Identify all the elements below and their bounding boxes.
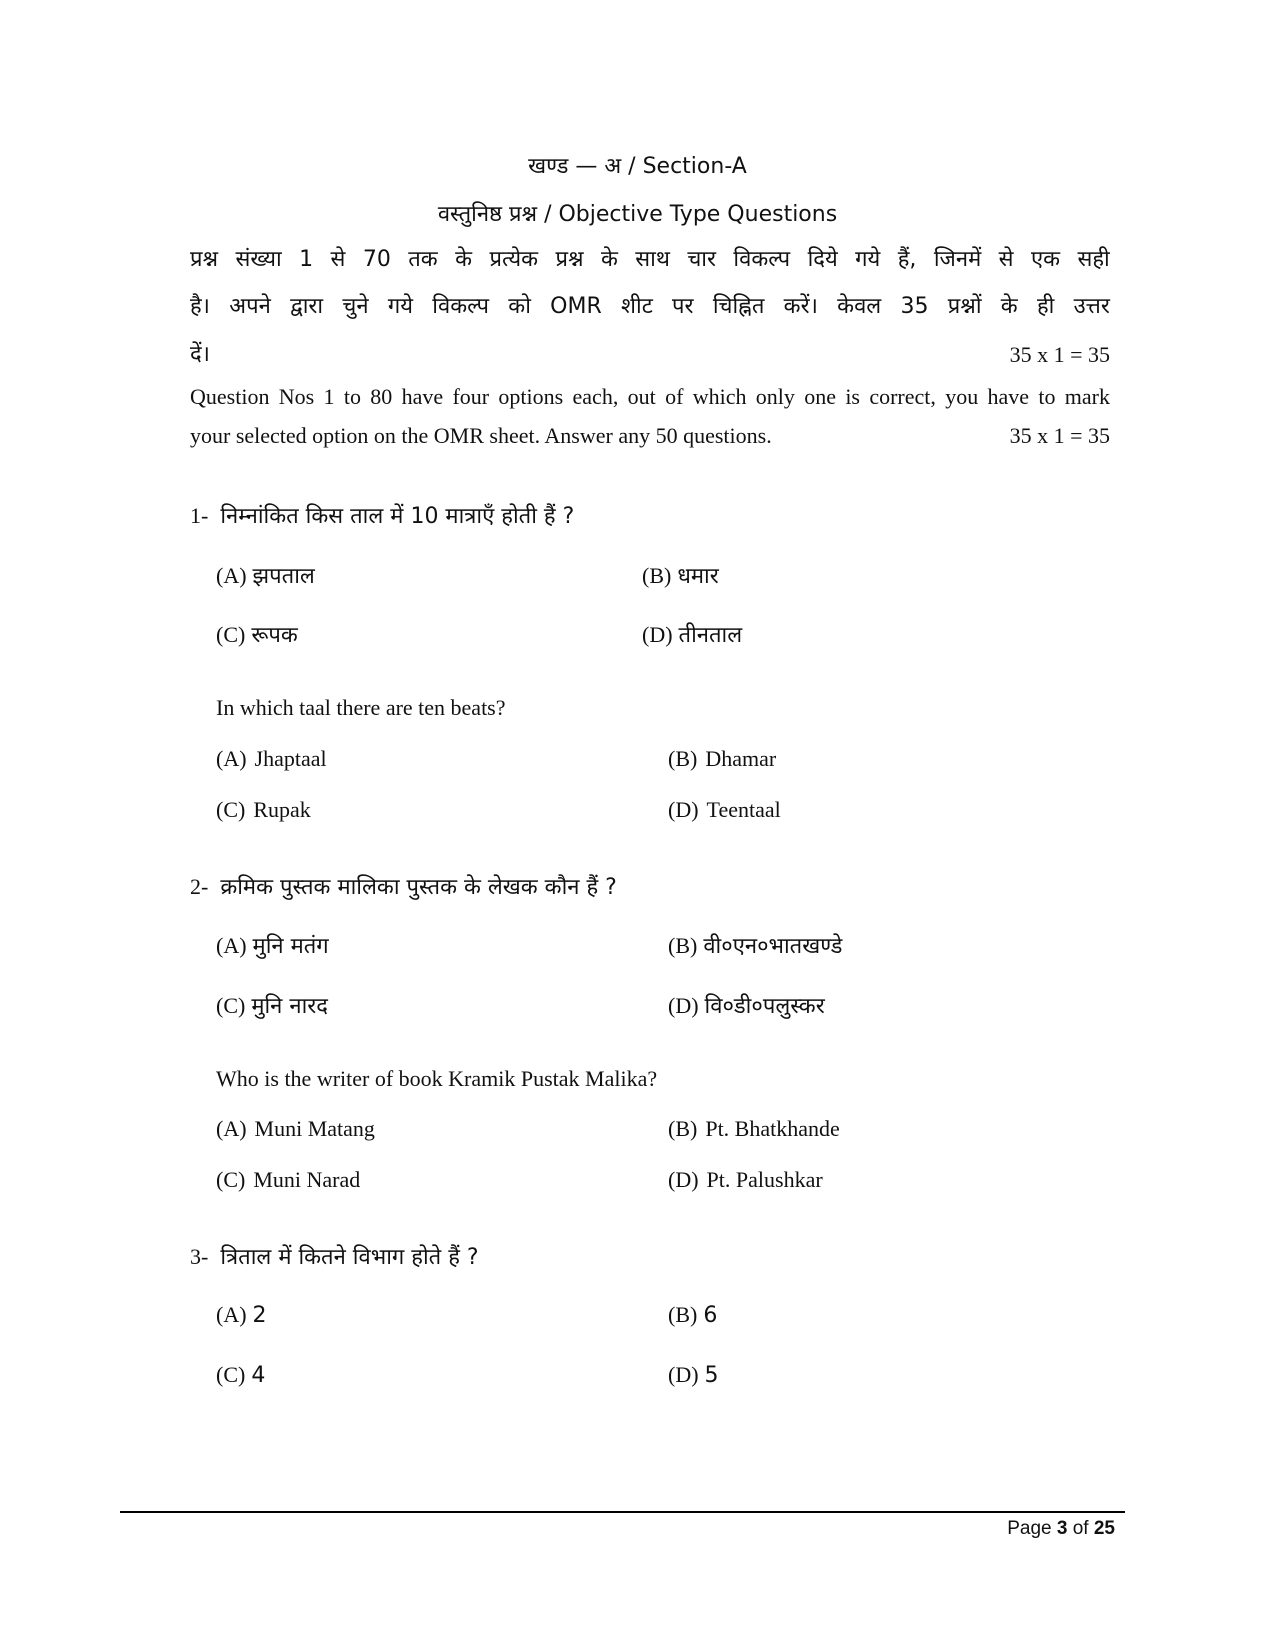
question-3-hindi-text: त्रिताल में कितने विभाग होते हैं ? bbox=[220, 1245, 479, 1270]
q3-option-d: (D) 5 bbox=[668, 1362, 719, 1388]
instruction-word: एक bbox=[1030, 247, 1061, 272]
instruction-word: OMR bbox=[550, 294, 602, 319]
q1-english-option-d: (D) Teentaal bbox=[668, 797, 781, 822]
q1-hindi-option-d: (D) तीनताल bbox=[642, 622, 743, 648]
instruction-word: के bbox=[600, 247, 618, 272]
question-1-number: 1- bbox=[190, 503, 209, 528]
instruction-word: सही bbox=[1077, 247, 1110, 272]
instruction-word: से bbox=[330, 247, 346, 272]
q3-option-b: (B) 6 bbox=[668, 1302, 718, 1328]
instruction-word: संख्या bbox=[235, 247, 282, 272]
q1-hindi-option-a: (A) झपताल bbox=[216, 563, 315, 589]
instruction-word: चुने bbox=[342, 294, 369, 319]
instruction-word: दिये bbox=[807, 247, 838, 272]
instruction-word: द्वारा bbox=[290, 294, 324, 319]
instruction-word: गये bbox=[855, 247, 881, 272]
page-number: Page 3 of 25 bbox=[1007, 1518, 1115, 1539]
instructions-hindi-line-1 bbox=[190, 243, 1110, 273]
instruction-word: प्रत्येक bbox=[489, 247, 539, 272]
instruction-word: चार bbox=[687, 247, 716, 272]
instruction-word: उत्तर bbox=[1073, 294, 1110, 319]
instruction-word: गये bbox=[387, 294, 413, 319]
instruction-word: ही bbox=[1036, 294, 1055, 319]
q3-option-a: (A) 2 bbox=[216, 1302, 267, 1328]
instruction-word: है। bbox=[190, 294, 211, 319]
question-type-heading: वस्तुनिष्ठ प्रश्न / Objective Type Questions bbox=[437, 202, 838, 227]
instruction-word: विकल्प bbox=[733, 247, 791, 272]
instruction-word: के bbox=[1000, 294, 1018, 319]
section-heading: खण्ड — अ / Section-A bbox=[528, 154, 747, 179]
instruction-word: को bbox=[508, 294, 531, 319]
q3-option-c: (C) 4 bbox=[216, 1362, 266, 1388]
q2-english-option-c: (C) Muni Narad bbox=[216, 1167, 361, 1192]
instruction-word: 1 bbox=[299, 247, 314, 272]
instruction-word: 35 bbox=[900, 294, 929, 319]
instruction-word: पर bbox=[672, 294, 694, 319]
q2-hindi-option-d: (D) वि०डी०पलुस्कर bbox=[668, 993, 825, 1019]
instruction-word: प्रश्न bbox=[190, 247, 219, 272]
instruction-word: हैं, bbox=[897, 247, 917, 272]
instruction-word: अपने bbox=[229, 294, 271, 319]
question-2 bbox=[190, 871, 617, 901]
instruction-word: तक bbox=[408, 247, 438, 272]
q1-english-option-a: (A) Jhaptaal bbox=[216, 746, 327, 771]
instructions-english-line-1: Question Nos 1 to 80 have four options each, out of which only one is correct, you have to mark bbox=[190, 384, 1110, 409]
question-2-number: 2- bbox=[190, 874, 209, 899]
instruction-word: के bbox=[455, 247, 473, 272]
instruction-word: साथ bbox=[635, 247, 670, 272]
q1-english-option-b: (B) Dhamar bbox=[668, 746, 777, 771]
instruction-word: प्रश्न bbox=[555, 247, 584, 272]
instruction-word: करें। bbox=[783, 294, 818, 319]
footer-divider bbox=[120, 1511, 1125, 1513]
instructions-hindi-line-3: दें। bbox=[190, 342, 211, 367]
instruction-word: विकल्प bbox=[432, 294, 490, 319]
question-1-hindi-text: निम्नांकित किस ताल में 10 मात्राएँ होती हैं ? bbox=[220, 504, 575, 529]
q1-hindi-option-c: (C) रूपक bbox=[216, 622, 298, 648]
q2-hindi-option-b: (B) वी०एन०भातखण्डे bbox=[668, 933, 843, 959]
instruction-word: प्रश्नों bbox=[947, 294, 982, 319]
question-3 bbox=[190, 1241, 479, 1271]
instructions-hindi-line-2 bbox=[190, 290, 1110, 320]
instructions-english-marks: 35 x 1 = 35 bbox=[1009, 423, 1110, 448]
q1-english-option-c: (C) Rupak bbox=[216, 797, 311, 822]
q2-english-option-a: (A) Muni Matang bbox=[216, 1116, 375, 1141]
q2-hindi-option-a: (A) मुनि मतंग bbox=[216, 933, 329, 959]
instruction-word: जिनमें bbox=[933, 247, 982, 272]
instruction-word: शीट bbox=[621, 294, 653, 319]
question-2-hindi-text: क्रमिक पुस्तक मालिका पुस्तक के लेखक कौन हैं ? bbox=[220, 875, 617, 900]
question-1 bbox=[190, 500, 574, 530]
instructions-hindi-marks: 35 x 1 = 35 bbox=[1009, 342, 1110, 367]
question-2-english-text: Who is the writer of book Kramik Pustak Malika? bbox=[216, 1066, 658, 1091]
instruction-word: चिह्नित bbox=[712, 294, 765, 319]
instruction-word: 70 bbox=[362, 247, 391, 272]
q2-hindi-option-c: (C) मुनि नारद bbox=[216, 993, 328, 1019]
question-3-number: 3- bbox=[190, 1244, 209, 1269]
q1-hindi-option-b: (B) धमार bbox=[642, 563, 719, 589]
instruction-word: से bbox=[998, 247, 1014, 272]
q2-english-option-b: (B) Pt. Bhatkhande bbox=[668, 1116, 840, 1141]
instruction-word: केवल bbox=[837, 294, 882, 319]
instructions-english-line-2: your selected option on the OMR sheet. Answer any 50 questions. bbox=[190, 423, 772, 448]
question-1-english-text: In which taal there are ten beats? bbox=[216, 695, 506, 720]
q2-english-option-d: (D) Pt. Palushkar bbox=[668, 1167, 823, 1192]
